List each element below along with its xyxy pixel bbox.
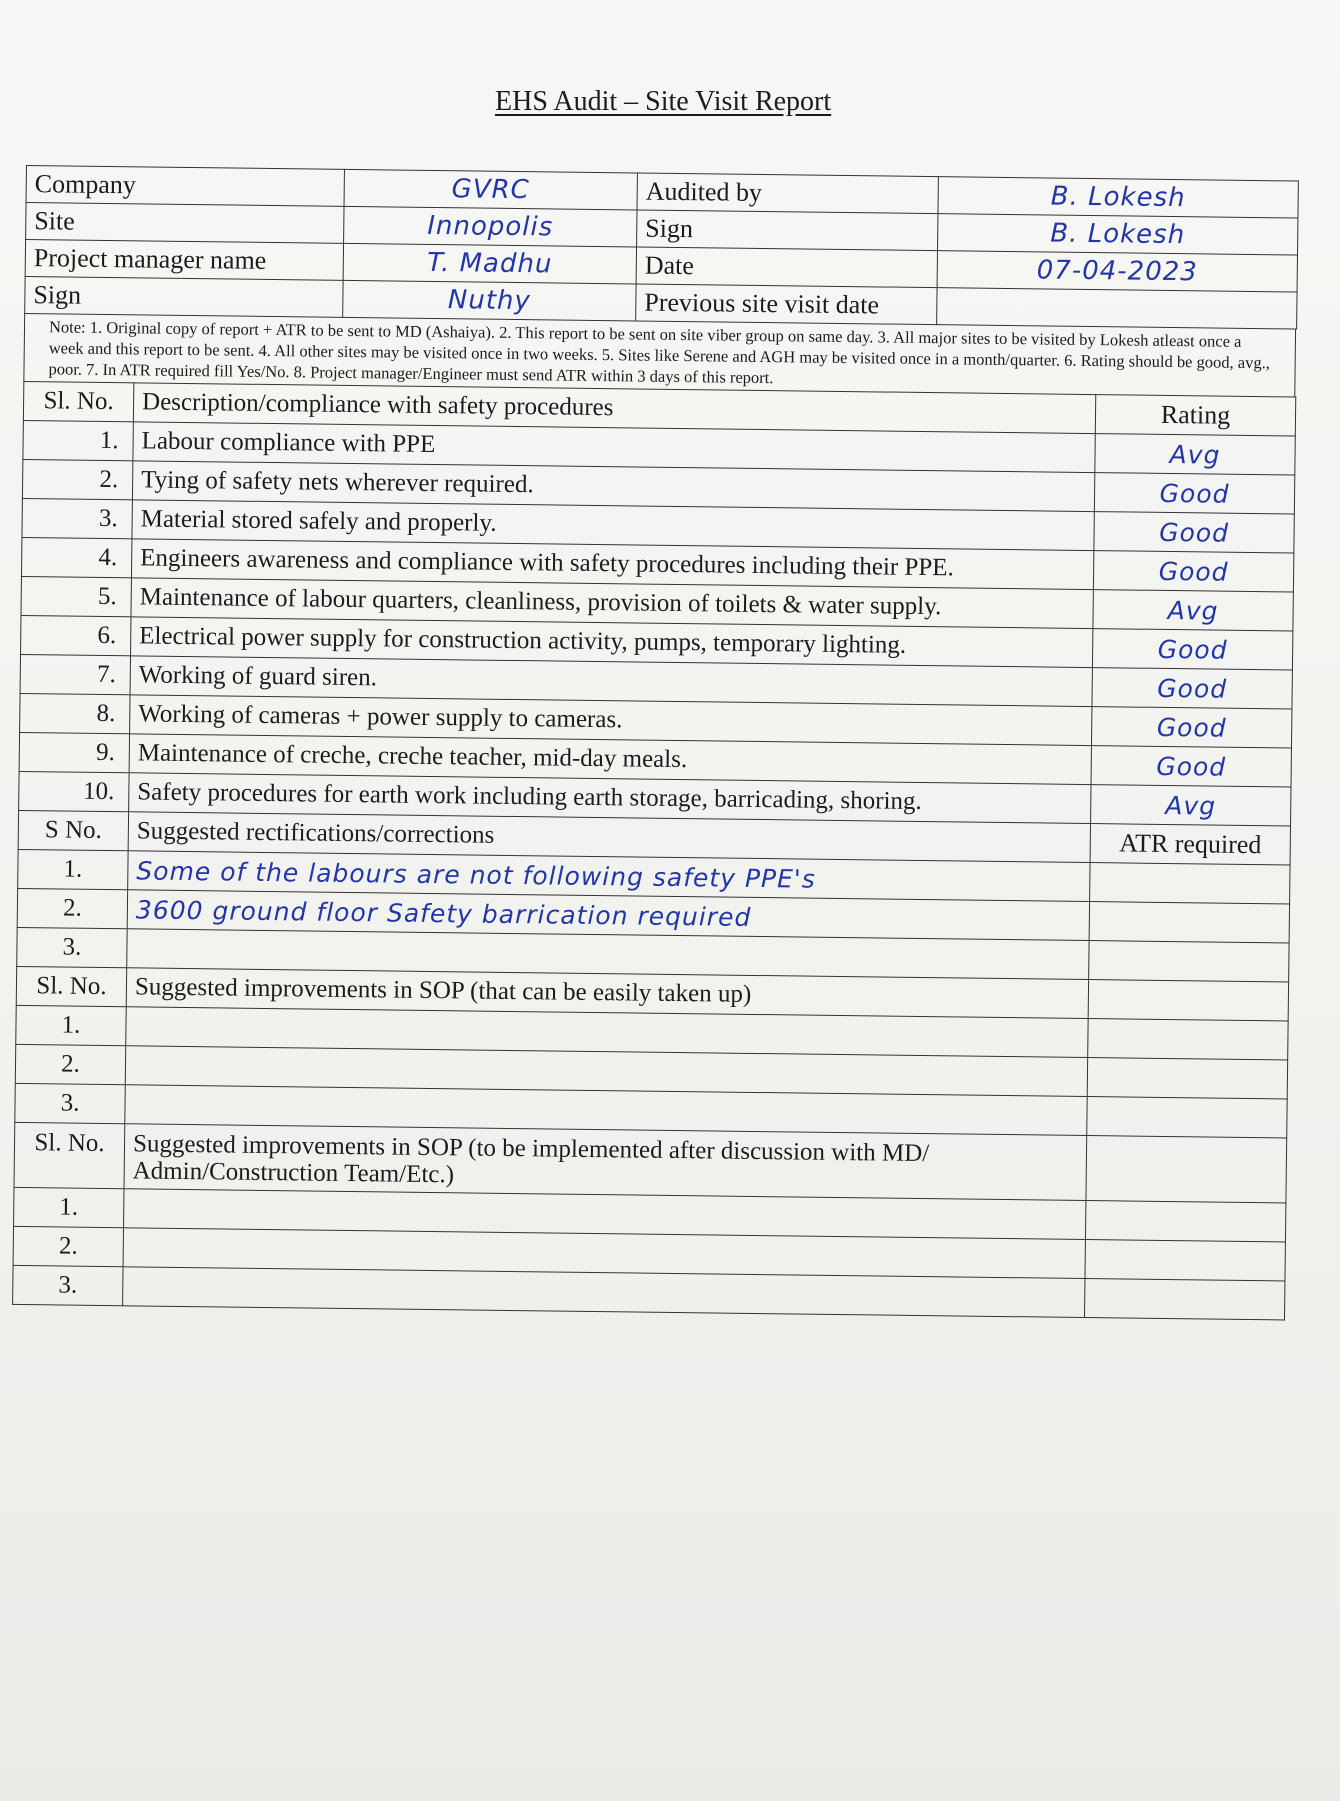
pm-signature: Nuthy: [343, 280, 636, 321]
row-rating: Good: [1093, 551, 1293, 592]
row-rating: Good: [1094, 512, 1294, 553]
rectification-text: Some of the labours are not following safety PPE's: [128, 851, 1090, 902]
pm-label: Project manager name: [25, 240, 343, 281]
row-number: 8.: [20, 693, 130, 733]
auditor-sign-label: Sign: [637, 210, 938, 251]
row-number: 6.: [21, 615, 131, 655]
row-description: Tying of safety nets wherever required.: [132, 461, 1094, 512]
row-description: Engineers awareness and compliance with safety procedures including their PPE.: [131, 539, 1093, 590]
row-number: 3.: [22, 498, 132, 538]
row-number: 5.: [21, 576, 131, 616]
pm-value: T. Madhu: [343, 243, 636, 284]
audited-by-label: Audited by: [637, 173, 938, 214]
date-label: Date: [636, 247, 937, 288]
auditor-signature: B. Lokesh: [938, 214, 1298, 255]
prev-visit-label: Previous site visit date: [636, 284, 937, 325]
audited-by-value: B. Lokesh: [938, 177, 1298, 218]
sop-easy-extra: [1088, 1019, 1288, 1060]
row-number: 1.: [14, 1187, 124, 1227]
row-number: 3.: [17, 927, 127, 967]
instructions-note: Note: 1. Original copy of report + ATR to be sent to MD (Ashaiya). 2. This report to be sent on site viber group on same day. 3. All major sites to be visited by Lokesh atleast once a week and this report to be sent. 4. All other sites may be visited once in two weeks. 5. Sites like Serene and AGH may be visited once in a month/quarter. 6. Rating should be good, avg., poor. 7. In ATR required fill Yes/No. 8. Project manager/Engineer must send ATR within 3 days of this report.: [23, 314, 1296, 397]
row-description: Material stored safely and properly.: [132, 500, 1094, 551]
sop-easy-extra: [1087, 1097, 1287, 1138]
row-description: Working of cameras + power supply to cameras.: [130, 695, 1092, 746]
rating-header: Rating: [1095, 395, 1295, 436]
row-number: 7.: [20, 654, 130, 694]
page-title: EHS Audit – Site Visit Report: [495, 86, 832, 117]
site-label: Site: [26, 203, 344, 244]
sop-discuss-no-header: Sl. No.: [14, 1122, 125, 1188]
row-rating: Good: [1094, 473, 1294, 514]
sop-easy-no-header: Sl. No.: [16, 966, 126, 1006]
audit-form: [12, 165, 1298, 1320]
row-rating: Good: [1091, 746, 1291, 787]
row-rating: Avg: [1093, 590, 1293, 631]
row-rating: Avg: [1095, 434, 1295, 475]
sign-label: Sign: [25, 276, 343, 317]
sop-easy-desc-header: Suggested improvements in SOP (that can be easily taken up): [126, 968, 1088, 1019]
row-number: 2.: [22, 459, 132, 499]
compliance-table: [12, 381, 1296, 1320]
row-description: Electrical power supply for construction activity, pumps, temporary lighting.: [131, 617, 1093, 668]
prev-visit-value: [937, 288, 1297, 329]
row-number: 1.: [23, 420, 133, 460]
atr-cell: [1089, 941, 1289, 982]
header-table: [24, 165, 1299, 330]
row-description: Safety procedures for earth work including earth storage, barricading, shoring.: [129, 773, 1091, 824]
atr-header: ATR required: [1090, 824, 1290, 865]
row-number: 3.: [13, 1265, 123, 1305]
site-value: Innopolis: [344, 206, 637, 247]
row-number: 4.: [21, 537, 131, 577]
row-number: 9.: [19, 732, 129, 772]
row-number: 1.: [16, 1005, 126, 1045]
sop-easy-blank-header: [1088, 980, 1288, 1021]
rectifications-no-header: S No.: [18, 810, 128, 850]
compliance-no-header: Sl. No.: [23, 381, 133, 421]
row-description: Working of guard siren.: [130, 656, 1092, 707]
row-number: 10.: [19, 771, 129, 811]
sop-discuss-extra: [1084, 1279, 1284, 1320]
rectifications-desc-header: Suggested rectifications/corrections: [128, 812, 1090, 863]
row-number: 2.: [15, 1044, 125, 1084]
row-description: Maintenance of labour quarters, cleanliness, provision of toilets & water supply.: [131, 578, 1093, 629]
row-number: 3.: [15, 1083, 125, 1123]
row-rating: Avg: [1091, 785, 1291, 826]
row-number: 1.: [18, 849, 128, 889]
row-description: Maintenance of creche, creche teacher, mid-day meals.: [129, 734, 1091, 785]
row-number: 2.: [17, 888, 127, 928]
company-label: Company: [26, 166, 344, 207]
atr-cell: [1090, 863, 1290, 904]
row-description: Labour compliance with PPE: [133, 422, 1095, 473]
row-rating: Good: [1091, 707, 1291, 748]
atr-cell: [1089, 902, 1289, 943]
company-value: GVRC: [344, 169, 637, 210]
sop-discuss-blank-header: [1086, 1136, 1287, 1203]
sop-discuss-extra: [1085, 1240, 1285, 1281]
rectification-text: 3600 ground floor Safety barrication required: [127, 890, 1089, 941]
row-number: 2.: [13, 1226, 123, 1266]
sop-discuss-desc-header: Suggested improvements in SOP (to be implemented after discussion with MD/ Admin/Construction Team/Etc.): [124, 1124, 1087, 1201]
row-rating: Good: [1092, 629, 1292, 670]
date-value: 07-04-2023: [937, 251, 1297, 292]
sop-discuss-extra: [1085, 1201, 1285, 1242]
sop-easy-extra: [1087, 1058, 1287, 1099]
compliance-desc-header: Description/compliance with safety procedures: [133, 383, 1095, 434]
row-rating: Good: [1092, 668, 1292, 709]
